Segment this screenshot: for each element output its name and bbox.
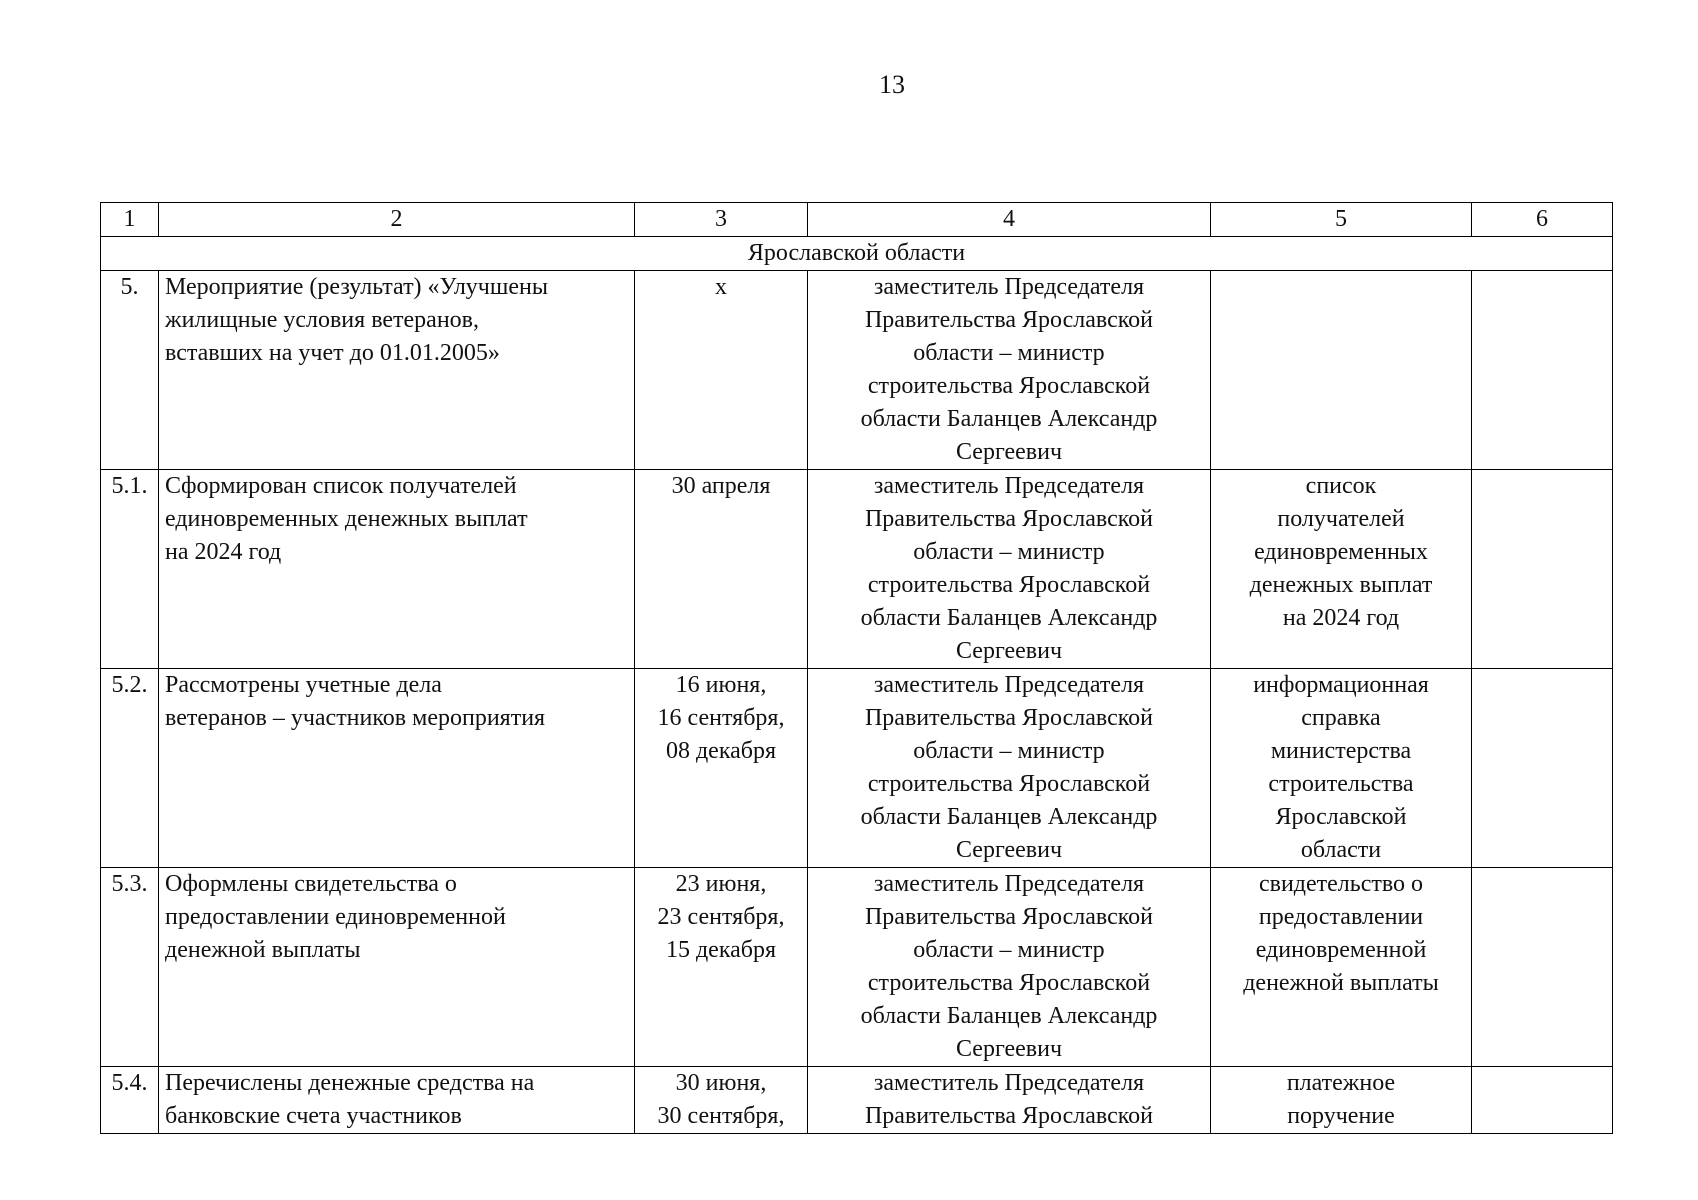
section-row	[101, 237, 1613, 271]
result-document-line: денежной выплаты	[1243, 970, 1439, 996]
activity-title-line: вставших на учет до 01.01.2005»	[165, 340, 500, 366]
result-document	[1211, 1067, 1472, 1134]
responsible-person-line: области – министр	[913, 340, 1105, 366]
column-number: 6	[1472, 203, 1613, 237]
column-6-cell	[1472, 868, 1613, 1067]
activity-title-line: Перечислены денежные средства на	[165, 1070, 535, 1096]
deadline-line: 30 сентября,	[657, 1103, 785, 1129]
activity-title-line: жилищные условия ветеранов,	[165, 307, 480, 333]
result-document-line: предоставлении	[1258, 904, 1424, 930]
activity-title-line: предоставлении единовременной	[165, 904, 506, 930]
activity-title-line: Сформирован список получателей	[165, 473, 517, 499]
responsible-person-line: заместитель Председателя	[873, 672, 1145, 698]
result-document	[1211, 470, 1472, 669]
activity-title-line: банковские счета участников	[165, 1103, 462, 1129]
column-6-cell	[1472, 271, 1613, 470]
deadline-line: 16 июня,	[675, 672, 767, 698]
result-document-line: строительства	[1268, 771, 1414, 797]
column-number-row	[101, 203, 1613, 237]
responsible-person-line: строительства Ярославской	[867, 771, 1151, 797]
deadline-line: х	[715, 274, 727, 300]
result-document-line: поручение	[1287, 1103, 1395, 1129]
column-number: 4	[808, 203, 1211, 237]
table-row	[101, 1067, 1613, 1134]
responsible-person-line: Правительства Ярославской	[864, 307, 1154, 333]
result-document-line: получателей	[1277, 506, 1405, 532]
responsible-person-line: области – министр	[913, 738, 1105, 764]
deadline-line: 30 апреля	[671, 473, 771, 499]
result-document	[1211, 868, 1472, 1067]
deadline-line: 15 декабря	[665, 937, 777, 963]
responsible-person-line: строительства Ярославской	[867, 572, 1151, 598]
deadline-line: 30 июня,	[675, 1070, 767, 1096]
row-number: 5.4.	[101, 1067, 159, 1134]
result-document-line: единовременных	[1254, 539, 1428, 565]
activity-title-line: единовременных денежных выплат	[165, 506, 528, 532]
result-document-line: платежное	[1286, 1070, 1396, 1096]
responsible-person-line: Правительства Ярославской	[864, 506, 1154, 532]
responsible-person-line: Сергеевич	[955, 1036, 1063, 1062]
column-number: 2	[159, 203, 635, 237]
activity-title-line: Оформлены свидетельства о	[165, 871, 457, 897]
table-row	[101, 470, 1613, 669]
responsible-person-line: Правительства Ярославской	[864, 705, 1154, 731]
activity-title	[159, 470, 635, 669]
responsible-person-line: Сергеевич	[955, 638, 1063, 664]
activity-title-line: Рассмотрены учетные дела	[165, 672, 442, 698]
result-document-line: области	[1300, 837, 1382, 863]
activity-title-line: денежной выплаты	[165, 937, 361, 963]
responsible-person	[808, 470, 1211, 669]
responsible-person-line: области Баланцев Александр	[860, 605, 1158, 631]
responsible-person	[808, 271, 1211, 470]
row-number: 5.2.	[101, 669, 159, 868]
deadline-line: 23 сентября,	[657, 904, 785, 930]
responsible-person-line: заместитель Председателя	[873, 871, 1145, 897]
column-6-cell	[1472, 470, 1613, 669]
responsible-person-line: области – министр	[913, 539, 1105, 565]
responsible-person-line: строительства Ярославской	[867, 373, 1151, 399]
deadline	[635, 271, 808, 470]
responsible-person-line: Правительства Ярославской	[864, 904, 1154, 930]
activity-title-line: ветеранов – участников мероприятия	[165, 705, 546, 731]
table-row	[101, 868, 1613, 1067]
result-document	[1211, 271, 1472, 470]
row-number: 5.	[101, 271, 159, 470]
deadline	[635, 470, 808, 669]
deadline	[635, 1067, 808, 1134]
column-6-cell	[1472, 669, 1613, 868]
responsible-person-line: области Баланцев Александр	[860, 804, 1158, 830]
activity-title	[159, 868, 635, 1067]
responsible-person-line: Правительства Ярославской	[864, 1103, 1154, 1129]
result-document	[1211, 669, 1472, 868]
activity-title	[159, 669, 635, 868]
deadline	[635, 868, 808, 1067]
responsible-person-line: заместитель Председателя	[873, 274, 1145, 300]
column-6-cell	[1472, 1067, 1613, 1134]
responsible-person-line: заместитель Председателя	[873, 1070, 1145, 1096]
result-document-line: единовременной	[1255, 937, 1427, 963]
section-label: Ярославской области	[101, 237, 1613, 271]
responsible-person-line: области Баланцев Александр	[860, 406, 1158, 432]
deadline-line: 23 июня,	[675, 871, 767, 897]
result-document-line: список	[1305, 473, 1377, 499]
activity-title	[159, 271, 635, 470]
result-document-line: информационная	[1253, 672, 1429, 698]
responsible-person-line: Сергеевич	[955, 837, 1063, 863]
responsible-person-line: Сергеевич	[955, 439, 1063, 465]
column-number: 5	[1211, 203, 1472, 237]
table-row	[101, 271, 1613, 470]
activity-title-line: на 2024 год	[165, 539, 282, 565]
deadline	[635, 669, 808, 868]
responsible-person-line: заместитель Председателя	[873, 473, 1145, 499]
row-number: 5.3.	[101, 868, 159, 1067]
responsible-person	[808, 1067, 1211, 1134]
responsible-person	[808, 669, 1211, 868]
responsible-person-line: области – министр	[913, 937, 1105, 963]
deadline-line: 16 сентября,	[657, 705, 785, 731]
result-document-line: на 2024 год	[1282, 605, 1400, 631]
row-number: 5.1.	[101, 470, 159, 669]
responsible-person	[808, 868, 1211, 1067]
page-number: 13	[879, 70, 905, 99]
column-number: 1	[101, 203, 159, 237]
result-document-line: справка	[1301, 705, 1381, 731]
responsible-person-line: строительства Ярославской	[867, 970, 1151, 996]
deadline-line: 08 декабря	[665, 738, 777, 764]
result-document-line: свидетельство о	[1258, 871, 1424, 897]
activity-title	[159, 1067, 635, 1134]
activity-title-line: Мероприятие (результат) «Улучшены	[165, 274, 548, 300]
column-number: 3	[635, 203, 808, 237]
result-document-line: денежных выплат	[1249, 572, 1433, 598]
responsible-person-line: области Баланцев Александр	[860, 1003, 1158, 1029]
table-row	[101, 669, 1613, 868]
result-document-line: министерства	[1270, 738, 1412, 764]
plan-table	[100, 202, 1613, 1134]
result-document-line: Ярославской	[1275, 804, 1407, 830]
